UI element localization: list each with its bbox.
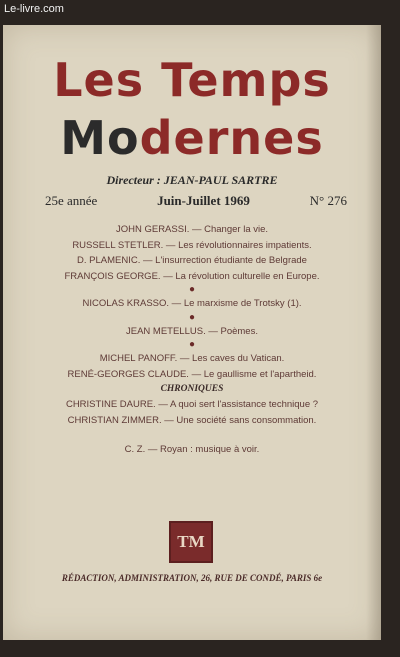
contents-entry: MICHEL PANOFF. — Les caves du Vatican.: [99, 353, 285, 364]
contents-entry: RENÉ-GEORGES CLAUDE. — Le gaullisme et l'apartheid.: [67, 368, 317, 380]
contents-entry: JOHN GERASSI. — Changer la vie.: [115, 224, 269, 235]
contents-entry: JEAN METELLUS. — Poèmes.: [126, 325, 258, 337]
issue-date: Juin-Juillet 1969: [157, 193, 250, 208]
title-line-1: [3, 53, 381, 107]
contents-entry: RUSSELL STETLER. — Les révolutionnaires impatients.: [72, 239, 312, 251]
title-line-2: [3, 111, 381, 165]
site-watermark-label: Le-livre.com: [4, 3, 64, 15]
contents-entry: D. PLAMENIC. — L'insurrection étudiante de Belgrade: [77, 255, 307, 266]
note-entry: C. Z. — Royan : musique à voir.: [124, 444, 260, 455]
title-word-les: Les: [53, 53, 145, 107]
bullet-separator: ●: [188, 311, 196, 323]
title-word-dernes: dernes: [139, 111, 324, 165]
tm-logo: TM: [169, 521, 213, 563]
table-of-contents: [3, 222, 381, 458]
title-word-mo: Mo: [60, 111, 140, 165]
bullet-separator: ●: [188, 339, 196, 350]
publisher-address: RÉDACTION, ADMINISTRATION, 26, RUE DE CONDÉ, PARIS 6e: [61, 573, 323, 583]
year-label: 25e année: [45, 193, 98, 208]
issue-info-row: [45, 193, 347, 209]
director-line: Directeur : JEAN-PAUL SARTRE: [106, 173, 278, 187]
chronique-entry: CHRISTIAN ZIMMER. — Une société sans consommation.: [67, 414, 317, 426]
title-word-temps: Temps: [161, 53, 331, 107]
contents-entry: FRANÇOIS GEORGE. — La révolution culturelle en Europe.: [64, 270, 320, 282]
spacer: [3, 428, 381, 442]
book-cover: [3, 25, 381, 640]
chronique-entry: CHRISTINE DAURE. — A quoi sert l'assistance technique ?: [65, 399, 319, 410]
chroniques-heading: CHRONIQUES: [160, 384, 224, 394]
bullet-separator: ●: [188, 284, 196, 295]
contents-entry: NICOLAS KRASSO. — Le marxisme de Trotsky (1).: [82, 298, 302, 309]
issue-number: N° 276: [309, 193, 347, 208]
